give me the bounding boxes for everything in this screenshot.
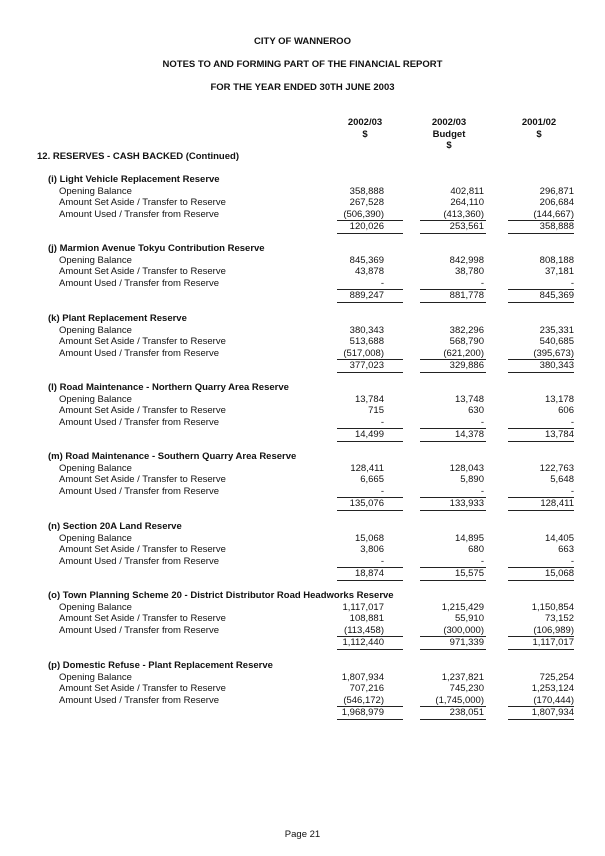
row-value: 725,254 [539, 671, 574, 683]
row-value: - [570, 485, 574, 497]
row-label: Amount Used / Transfer from Reserve [59, 694, 219, 706]
total-value: 1,117,017 [532, 637, 574, 648]
row-value: 13,784 [354, 393, 384, 405]
row-value: 128,043 [449, 462, 484, 474]
row-value: 1,237,821 [441, 671, 484, 683]
total-rule [508, 580, 574, 581]
row-label: Amount Used / Transfer from Reserve [59, 624, 219, 636]
row-value: - [380, 485, 384, 497]
row-value: 707,216 [349, 683, 384, 694]
row-value: (170,444) [533, 694, 574, 706]
row-value: (395,673) [533, 347, 574, 359]
row-label: Amount Set Aside / Transfer to Reserve [59, 336, 226, 347]
total-value: 845,369 [539, 290, 574, 301]
row-value: 296,871 [539, 185, 574, 197]
row-value: 73,152 [544, 613, 574, 624]
total-rule [508, 441, 574, 442]
row-value: 108,881 [349, 613, 384, 624]
total-rule [337, 302, 403, 303]
row-label: Opening Balance [59, 185, 132, 197]
total-rule [420, 302, 486, 303]
row-label: Amount Set Aside / Transfer to Reserve [59, 683, 226, 694]
row-value: (506,390) [343, 208, 384, 220]
total-rule [508, 510, 574, 511]
row-value: 1,215,429 [441, 601, 484, 613]
total-rule [508, 372, 574, 373]
total-rule [337, 441, 403, 442]
row-value: 5,648 [550, 474, 574, 485]
row-label: Amount Used / Transfer from Reserve [59, 416, 219, 428]
total-rule [420, 233, 486, 234]
column-header-actual-2002: 2001/02 $ [521, 117, 557, 140]
reserve-title: (m) Road Maintenance - Southern Quarry Area Reserve [48, 451, 297, 462]
row-value: (300,000) [443, 624, 484, 636]
total-value: 128,411 [540, 498, 574, 509]
total-rule [508, 649, 574, 650]
total-value: 358,888 [539, 221, 574, 232]
row-value: 38,780 [454, 266, 484, 277]
total-rule [420, 719, 486, 720]
total-rule [337, 233, 403, 234]
row-value: 3,806 [360, 544, 384, 555]
row-label: Amount Set Aside / Transfer to Reserve [59, 197, 226, 208]
row-label: Amount Set Aside / Transfer to Reserve [59, 474, 226, 485]
row-value: (113,458) [344, 624, 384, 636]
column-header-budget-2003: 2002/03 Budget $ [431, 117, 467, 151]
row-value: 37,181 [544, 266, 574, 277]
row-value: 680 [468, 544, 484, 555]
total-rule [337, 580, 403, 581]
reserve-title: (j) Marmion Avenue Tokyu Contribution Reserve [48, 243, 265, 254]
row-label: Opening Balance [59, 393, 132, 405]
row-value: 402,811 [450, 185, 484, 197]
row-label: Amount Used / Transfer from Reserve [59, 555, 219, 567]
total-rule [420, 649, 486, 650]
row-value: 808,188 [539, 254, 574, 266]
row-value: (413,360) [443, 208, 484, 220]
total-value: 253,561 [449, 221, 484, 232]
row-value: 14,895 [454, 532, 484, 544]
org-title: CITY OF WANNEROO [254, 36, 351, 47]
total-value: 1,807,934 [531, 707, 574, 718]
row-value: - [570, 555, 574, 567]
row-value: 1,117,017 [342, 601, 384, 613]
row-value: (546,172) [343, 694, 384, 706]
row-value: 13,748 [454, 393, 484, 405]
reserve-title: (k) Plant Replacement Reserve [48, 313, 187, 324]
total-rule [420, 441, 486, 442]
row-label: Amount Set Aside / Transfer to Reserve [59, 266, 226, 277]
total-value: 14,499 [354, 429, 384, 440]
reserve-title: (i) Light Vehicle Replacement Reserve [48, 174, 220, 185]
total-value: 238,051 [449, 707, 484, 718]
total-rule [420, 372, 486, 373]
row-value: 358,888 [349, 185, 384, 197]
row-value: - [570, 416, 574, 428]
total-value: 120,026 [349, 221, 384, 232]
row-label: Amount Used / Transfer from Reserve [59, 208, 219, 220]
column-header-actual-2003: 2002/03 $ [347, 117, 383, 140]
row-value: 128,411 [350, 462, 384, 474]
total-rule [420, 510, 486, 511]
total-value: 889,247 [349, 290, 384, 301]
total-rule [337, 372, 403, 373]
row-value: 845,369 [349, 254, 384, 266]
row-value: 568,790 [449, 336, 484, 347]
row-value: 122,763 [539, 462, 574, 474]
row-label: Opening Balance [59, 601, 132, 613]
row-value: 55,910 [454, 613, 484, 624]
row-value: (517,008) [343, 347, 384, 359]
total-value: 135,076 [349, 498, 384, 509]
row-value: 513,688 [349, 336, 384, 347]
row-value: (106,989) [533, 624, 574, 636]
total-rule [508, 233, 574, 234]
row-value: (1,745,000) [435, 694, 484, 706]
row-label: Opening Balance [59, 532, 132, 544]
row-value: 13,178 [544, 393, 574, 405]
row-label: Amount Set Aside / Transfer to Reserve [59, 544, 226, 555]
page-number: Page 21 [284, 829, 321, 840]
row-value: - [480, 555, 484, 567]
row-value: 606 [558, 405, 574, 416]
row-value: 267,528 [349, 197, 384, 208]
row-value: 663 [558, 544, 574, 555]
row-value: - [480, 277, 484, 289]
row-value: 235,331 [539, 324, 574, 336]
reserve-title: (l) Road Maintenance - Northern Quarry Area Reserve [48, 382, 289, 393]
total-value: 15,068 [544, 568, 574, 579]
total-value: 329,886 [449, 360, 484, 371]
row-value: - [380, 416, 384, 428]
row-value: - [380, 555, 384, 567]
row-value: (621,200) [443, 347, 484, 359]
row-value: 264,110 [450, 197, 484, 208]
row-label: Opening Balance [59, 671, 132, 683]
total-rule [337, 649, 403, 650]
total-value: 881,778 [449, 290, 484, 301]
row-value: - [570, 277, 574, 289]
row-value: 745,230 [449, 683, 484, 694]
row-value: (144,667) [533, 208, 574, 220]
total-rule [508, 302, 574, 303]
section-title: 12. RESERVES - CASH BACKED (Continued) [37, 151, 239, 162]
total-rule [508, 719, 574, 720]
row-value: 15,068 [354, 532, 384, 544]
total-value: 13,784 [544, 429, 574, 440]
row-label: Opening Balance [59, 324, 132, 336]
row-value: - [480, 416, 484, 428]
total-value: 380,343 [539, 360, 574, 371]
row-value: 5,890 [460, 474, 484, 485]
total-value: 133,933 [449, 498, 484, 509]
report-title: NOTES TO AND FORMING PART OF THE FINANCIAL REPORT [162, 59, 443, 70]
total-value: 15,575 [454, 568, 484, 579]
row-label: Amount Used / Transfer from Reserve [59, 277, 219, 289]
reserve-title: (n) Section 20A Land Reserve [48, 521, 182, 532]
row-label: Opening Balance [59, 254, 132, 266]
row-value: 382,296 [449, 324, 484, 336]
total-rule [420, 580, 486, 581]
total-rule [337, 719, 403, 720]
total-value: 18,874 [354, 568, 384, 579]
row-value: 1,253,124 [531, 683, 574, 694]
row-label: Amount Set Aside / Transfer to Reserve [59, 613, 226, 624]
row-value: 842,998 [449, 254, 484, 266]
total-value: 971,339 [449, 637, 484, 648]
total-value: 1,968,979 [341, 707, 384, 718]
row-value: 14,405 [544, 532, 574, 544]
row-label: Opening Balance [59, 462, 132, 474]
total-value: 1,112,440 [342, 637, 384, 648]
row-label: Amount Used / Transfer from Reserve [59, 485, 219, 497]
row-value: 6,665 [360, 474, 384, 485]
total-value: 377,023 [349, 360, 384, 371]
row-label: Amount Set Aside / Transfer to Reserve [59, 405, 226, 416]
total-rule [337, 510, 403, 511]
row-value: 43,878 [354, 266, 384, 277]
total-value: 14,378 [454, 429, 484, 440]
row-value: 630 [468, 405, 484, 416]
row-value: 1,150,854 [531, 601, 574, 613]
row-value: - [480, 485, 484, 497]
reserve-title: (p) Domestic Refuse - Plant Replacement Reserve [48, 660, 273, 671]
row-label: Amount Used / Transfer from Reserve [59, 347, 219, 359]
row-value: - [380, 277, 384, 289]
reserve-title: (o) Town Planning Scheme 20 - District Distributor Road Headworks Reserve [48, 590, 394, 601]
row-value: 715 [368, 405, 384, 416]
row-value: 540,685 [539, 336, 574, 347]
period-title: FOR THE YEAR ENDED 30TH JUNE 2003 [210, 82, 395, 93]
row-value: 1,807,934 [341, 671, 384, 683]
row-value: 206,684 [539, 197, 574, 208]
row-value: 380,343 [349, 324, 384, 336]
